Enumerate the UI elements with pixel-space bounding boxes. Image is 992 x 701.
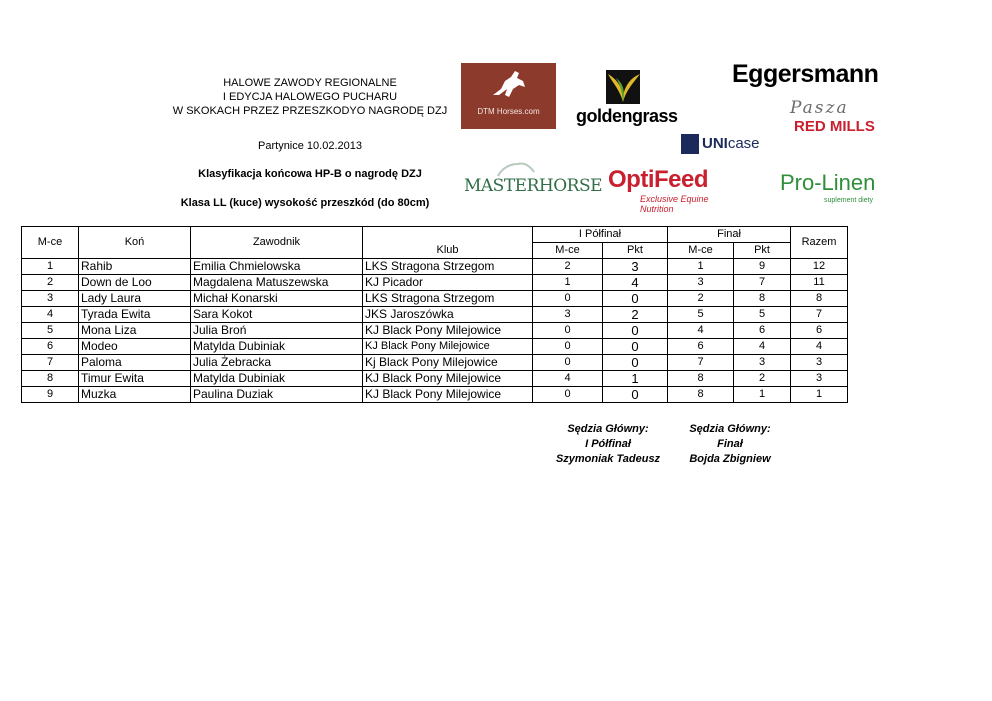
cell-rider: Emilia Chmielowska bbox=[191, 259, 363, 275]
cell-horse: Tyrada Ewita bbox=[79, 307, 191, 323]
prolinen-text: Pro-Linen bbox=[780, 170, 876, 195]
cell-semi-place: 0 bbox=[533, 323, 603, 339]
cell-semi-points: 0 bbox=[603, 387, 668, 403]
title-line-2: I EDYCJA HALOWEGO PUCHARU bbox=[222, 91, 398, 103]
cell-semi-points: 0 bbox=[603, 355, 668, 371]
cell-semi-place: 4 bbox=[533, 371, 603, 387]
cell-total: 1 bbox=[791, 387, 848, 403]
cell-final-points: 3 bbox=[734, 355, 791, 371]
cell-club: KJ Black Pony Milejowice bbox=[363, 371, 533, 387]
cell-semi-place: 0 bbox=[533, 355, 603, 371]
cell-semi-place: 0 bbox=[533, 291, 603, 307]
judge-semifinal-name: Szymoniak Tadeusz bbox=[555, 453, 661, 465]
judge-final bbox=[672, 422, 788, 467]
cell-rider: Michał Konarski bbox=[191, 291, 363, 307]
cell-semi-place: 1 bbox=[533, 275, 603, 291]
eggersmann-logo: Eggersmann bbox=[732, 60, 879, 88]
table-row bbox=[22, 355, 848, 371]
cell-semi-points: 2 bbox=[603, 307, 668, 323]
unicase-logo bbox=[681, 133, 781, 157]
cell-rider: Matylda Dubiniak bbox=[191, 371, 363, 387]
results-table bbox=[21, 226, 848, 403]
cell-horse: Rahib bbox=[79, 259, 191, 275]
header-total: Razem bbox=[791, 227, 848, 259]
masterhorse-logo bbox=[462, 162, 602, 202]
judge-semifinal bbox=[538, 422, 678, 467]
competition-title bbox=[160, 76, 460, 118]
case-icon bbox=[681, 134, 699, 154]
cell-semi-points: 1 bbox=[603, 371, 668, 387]
cell-final-place: 2 bbox=[668, 291, 734, 307]
dtm-horses-text: DTM Horses.com bbox=[477, 107, 540, 116]
cell-final-place: 8 bbox=[668, 387, 734, 403]
table-row bbox=[22, 259, 848, 275]
header-club: Klub bbox=[363, 227, 533, 259]
cell-rider: Magdalena Matuszewska bbox=[191, 275, 363, 291]
header-final: Finał bbox=[668, 227, 791, 243]
cell-final-points: 6 bbox=[734, 323, 791, 339]
table-row bbox=[22, 323, 848, 339]
pasza-text: Pasza bbox=[790, 98, 849, 118]
date-location: Partynice 10.02.2013 bbox=[258, 140, 362, 152]
cell-rider: Matylda Dubiniak bbox=[191, 339, 363, 355]
judge-semifinal-role: Sędzia Główny: bbox=[567, 423, 649, 435]
cell-place: 9 bbox=[22, 387, 79, 403]
cell-horse: Muzka bbox=[79, 387, 191, 403]
cell-rider: Sara Kokot bbox=[191, 307, 363, 323]
cell-total: 3 bbox=[791, 355, 848, 371]
cell-final-points: 8 bbox=[734, 291, 791, 307]
cell-final-place: 5 bbox=[668, 307, 734, 323]
cell-total: 11 bbox=[791, 275, 848, 291]
cell-club: LKS Stragona Strzegom bbox=[363, 291, 533, 307]
cell-horse: Paloma bbox=[79, 355, 191, 371]
cell-place: 5 bbox=[22, 323, 79, 339]
cell-semi-place: 0 bbox=[533, 387, 603, 403]
horse-head-icon bbox=[488, 158, 548, 178]
cell-rider: Julia Broń bbox=[191, 323, 363, 339]
cell-place: 2 bbox=[22, 275, 79, 291]
cell-total: 6 bbox=[791, 323, 848, 339]
cell-final-points: 7 bbox=[734, 275, 791, 291]
table-row bbox=[22, 291, 848, 307]
table-row bbox=[22, 275, 848, 291]
cell-final-place: 7 bbox=[668, 355, 734, 371]
cell-horse: Lady Laura bbox=[79, 291, 191, 307]
cell-horse: Timur Ewita bbox=[79, 371, 191, 387]
cell-horse: Down de Loo bbox=[79, 275, 191, 291]
cell-final-points: 2 bbox=[734, 371, 791, 387]
cell-club: KJ Black Pony Milejowice bbox=[363, 387, 533, 403]
redmills-logo bbox=[790, 100, 890, 136]
prolinen-logo bbox=[780, 170, 890, 210]
cell-semi-points: 3 bbox=[603, 259, 668, 275]
header-semi-place: M-ce bbox=[533, 243, 603, 259]
cell-total: 8 bbox=[791, 291, 848, 307]
cell-final-place: 3 bbox=[668, 275, 734, 291]
header-final-place: M-ce bbox=[668, 243, 734, 259]
cell-semi-place: 2 bbox=[533, 259, 603, 275]
title-line-3: W SKOKACH PRZEZ PRZESZKODYO NAGRODĘ DZJ bbox=[172, 105, 448, 117]
cell-place: 6 bbox=[22, 339, 79, 355]
cell-final-place: 6 bbox=[668, 339, 734, 355]
unicase-text bbox=[702, 135, 760, 152]
judge-final-role: Sędzia Główny: bbox=[689, 423, 771, 435]
header-place: M-ce bbox=[22, 227, 79, 259]
grass-leaf-icon bbox=[598, 68, 648, 106]
redmills-text: RED MILLS bbox=[794, 118, 875, 135]
cell-semi-points: 0 bbox=[603, 323, 668, 339]
cell-horse: Modeo bbox=[79, 339, 191, 355]
cell-final-place: 1 bbox=[668, 259, 734, 275]
optifeed-text: OptiFeed bbox=[608, 166, 709, 193]
cell-semi-points: 0 bbox=[603, 291, 668, 307]
cell-total: 4 bbox=[791, 339, 848, 355]
goldengrass-text: goldengrass bbox=[576, 106, 678, 126]
header-final-points: Pkt bbox=[734, 243, 791, 259]
cell-final-points: 5 bbox=[734, 307, 791, 323]
cell-club: KJ Black Pony Milejowice bbox=[363, 339, 533, 355]
cell-total: 3 bbox=[791, 371, 848, 387]
cell-place: 1 bbox=[22, 259, 79, 275]
cell-total: 7 bbox=[791, 307, 848, 323]
cell-rider: Julia Żebracka bbox=[191, 355, 363, 371]
jumping-horse-icon bbox=[489, 69, 529, 103]
cell-rider: Paulina Duziak bbox=[191, 387, 363, 403]
header-semi-points: Pkt bbox=[603, 243, 668, 259]
cell-place: 3 bbox=[22, 291, 79, 307]
cell-semi-points: 0 bbox=[603, 339, 668, 355]
table-row bbox=[22, 339, 848, 355]
cell-final-points: 4 bbox=[734, 339, 791, 355]
cell-place: 4 bbox=[22, 307, 79, 323]
unicase-case: case bbox=[727, 135, 760, 152]
classification-title: Klasyfikacja końcowa HP-B o nagrodę DZJ bbox=[198, 168, 422, 180]
header-semifinal: I Półfinał bbox=[533, 227, 668, 243]
cell-club: KJ Picador bbox=[363, 275, 533, 291]
cell-horse: Mona Liza bbox=[79, 323, 191, 339]
optifeed-logo bbox=[608, 166, 743, 214]
dtm-horses-logo bbox=[461, 63, 556, 129]
header-rider: Zawodnik bbox=[191, 227, 363, 259]
optifeed-tagline: Exclusive Equine Nutrition bbox=[640, 194, 709, 214]
class-description: Klasa LL (kuce) wysokość przeszkód (do 80cm) bbox=[180, 197, 430, 209]
cell-club: KJ Black Pony Milejowice bbox=[363, 323, 533, 339]
table-row bbox=[22, 371, 848, 387]
goldengrass-logo bbox=[576, 66, 676, 128]
cell-total: 12 bbox=[791, 259, 848, 275]
cell-semi-points: 4 bbox=[603, 275, 668, 291]
unicase-uni: UNI bbox=[702, 135, 728, 152]
judge-final-round: Finał bbox=[717, 438, 743, 450]
cell-semi-place: 0 bbox=[533, 339, 603, 355]
cell-final-points: 1 bbox=[734, 387, 791, 403]
table-row bbox=[22, 387, 848, 403]
cell-final-points: 9 bbox=[734, 259, 791, 275]
cell-club: Kj Black Pony Milejowice bbox=[363, 355, 533, 371]
title-line-1: HALOWE ZAWODY REGIONALNE bbox=[223, 77, 397, 89]
header-horse: Koń bbox=[79, 227, 191, 259]
judge-final-name: Bojda Zbigniew bbox=[689, 453, 771, 465]
judge-semifinal-round: I Półfinał bbox=[585, 438, 631, 450]
cell-semi-place: 3 bbox=[533, 307, 603, 323]
cell-place: 7 bbox=[22, 355, 79, 371]
cell-place: 8 bbox=[22, 371, 79, 387]
cell-club: LKS Stragona Strzegom bbox=[363, 259, 533, 275]
table-row bbox=[22, 307, 848, 323]
cell-club: JKS Jaroszówka bbox=[363, 307, 533, 323]
prolinen-tagline: suplement diety bbox=[824, 197, 874, 204]
masterhorse-text: MASTERHORSE bbox=[464, 176, 602, 196]
cell-final-place: 4 bbox=[668, 323, 734, 339]
cell-final-place: 8 bbox=[668, 371, 734, 387]
